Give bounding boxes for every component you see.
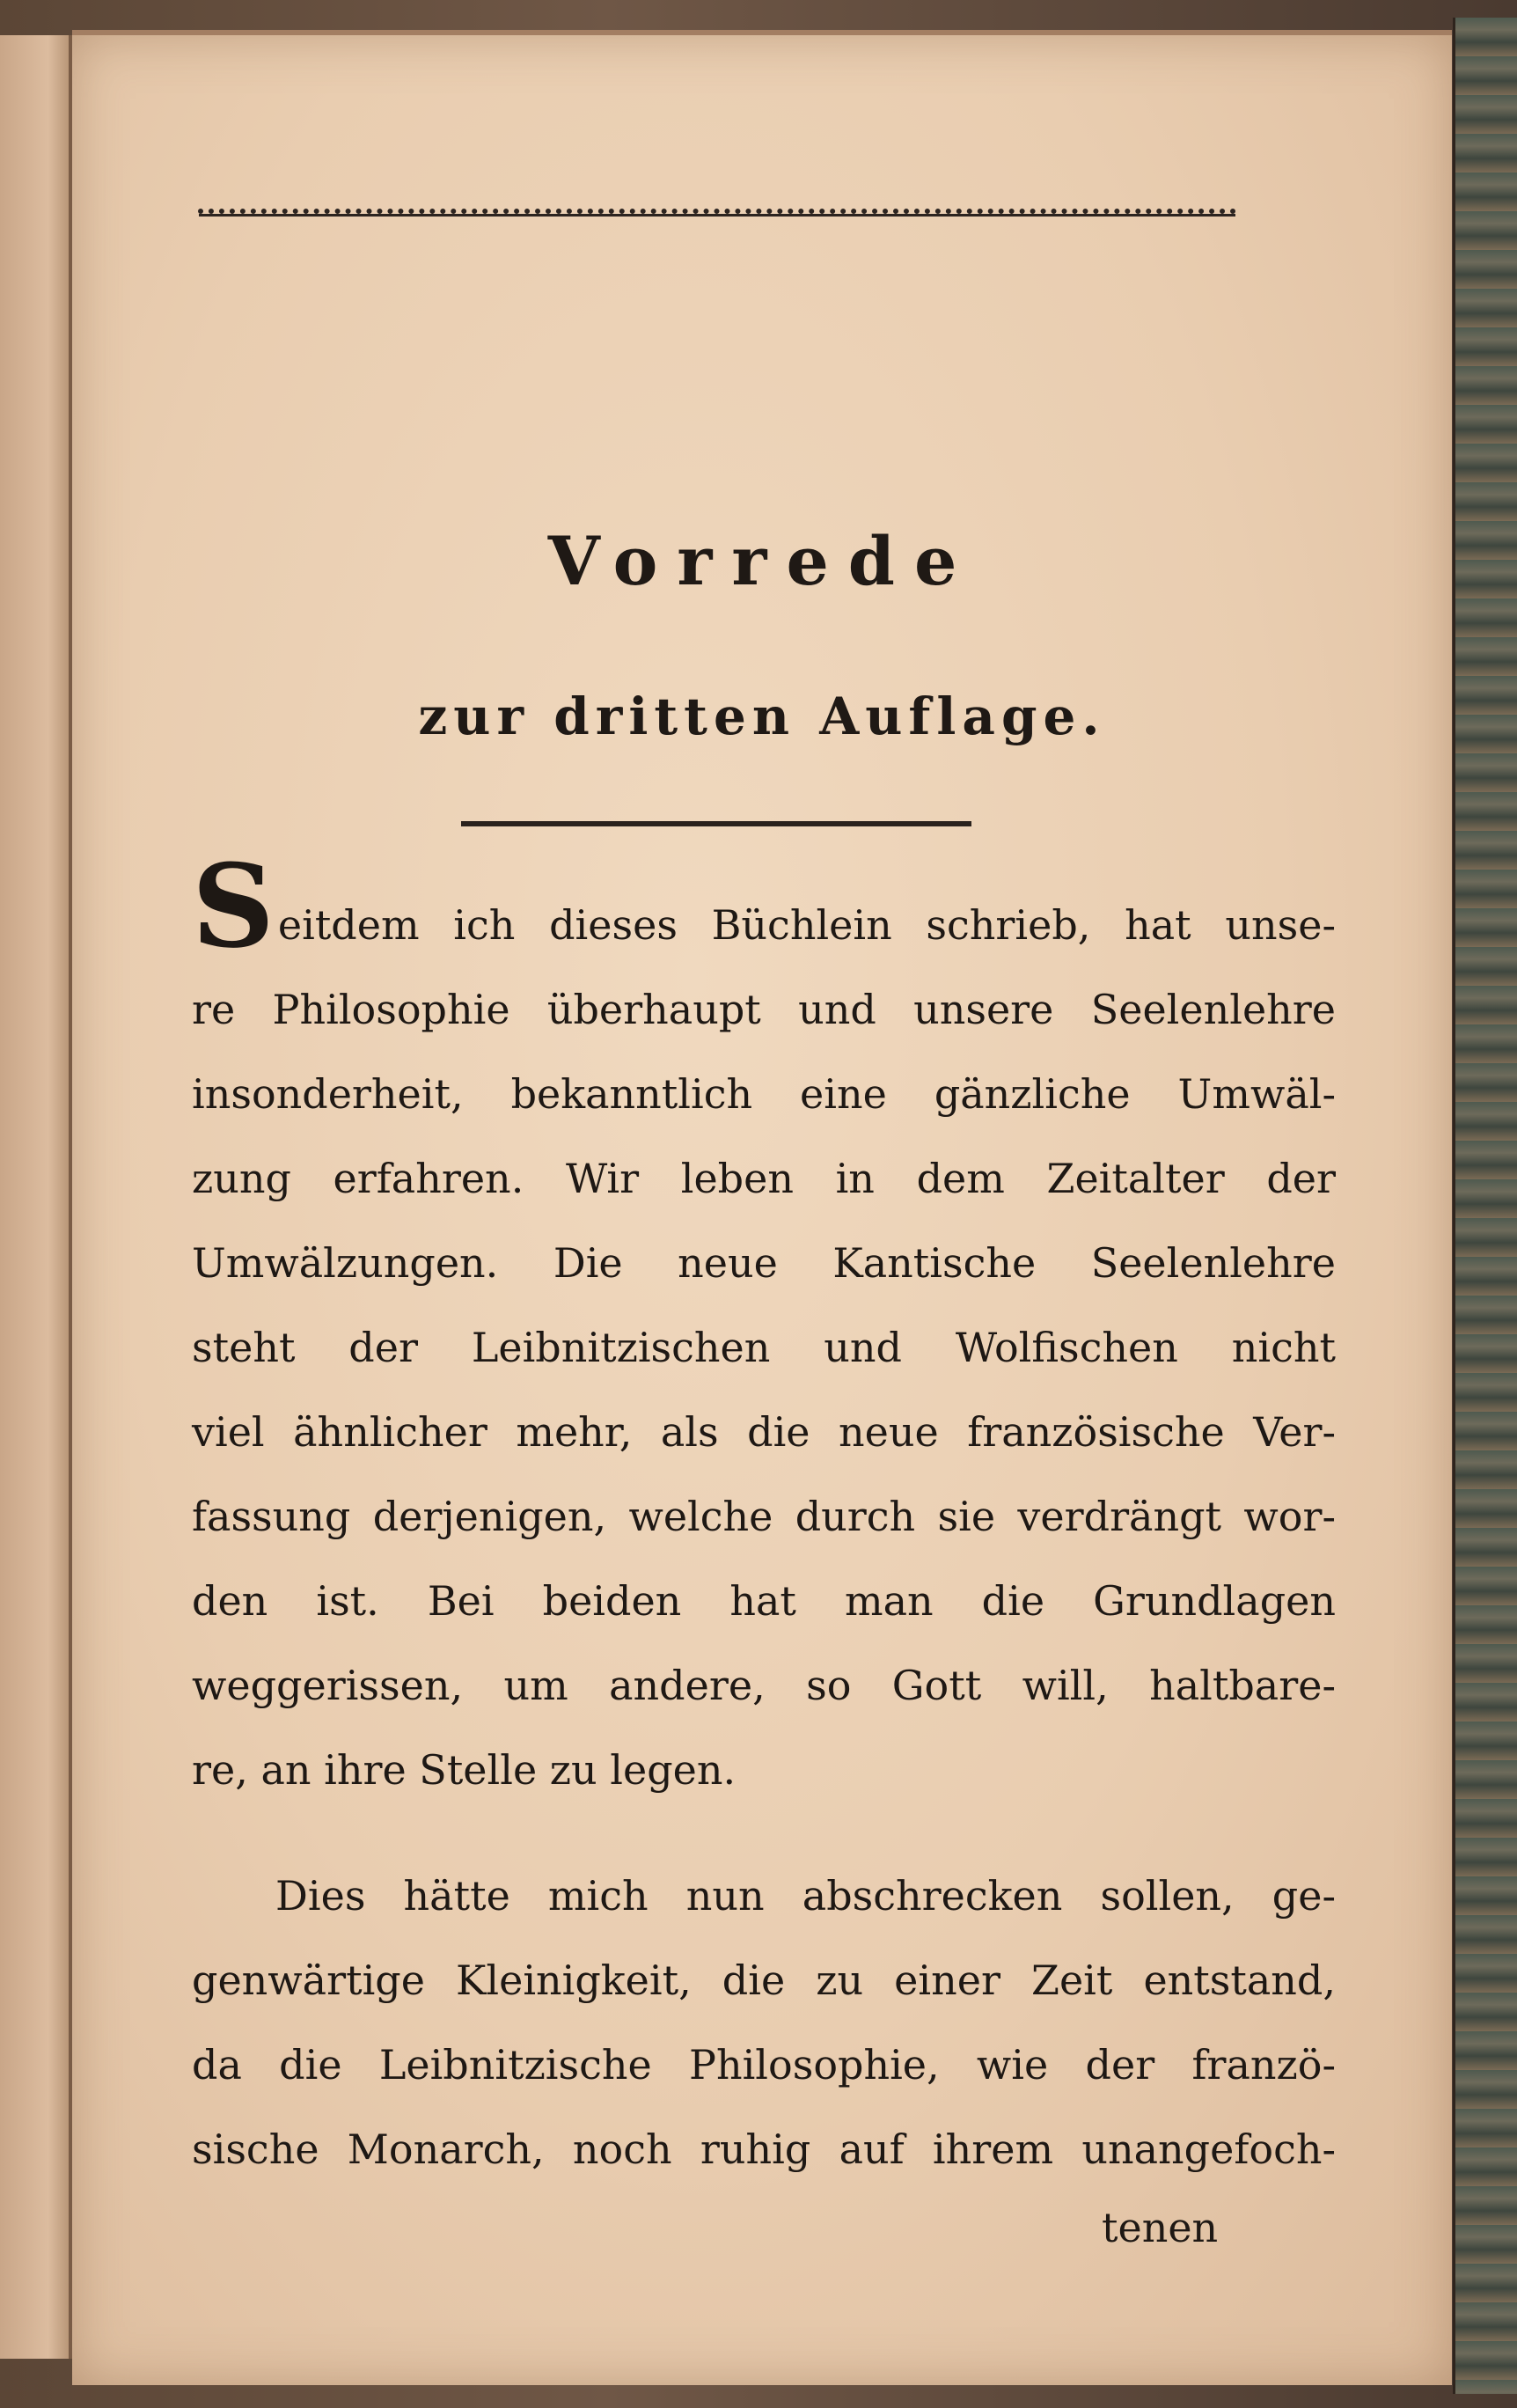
title-divider-rule xyxy=(461,821,971,826)
facing-page-edge xyxy=(0,35,72,2359)
drop-cap-initial: S xyxy=(192,839,275,973)
text-line: Dies hätte mich nun abschrecken sollen, ge- xyxy=(275,1872,1336,1920)
text-line: zung erfahren. Wir leben in dem Zeitalter der xyxy=(192,1155,1336,1202)
book-page xyxy=(72,30,1452,2385)
text-line: viel ähnlicher mehr, als die neue französische Ver- xyxy=(192,1408,1336,1456)
page-title: Vorrede xyxy=(547,522,977,600)
top-ornamental-rule xyxy=(198,209,1236,214)
text-line: weggerissen, um andere, so Gott will, haltbare- xyxy=(192,1662,1336,1709)
text-line: re, an ihre Stelle zu legen. xyxy=(192,1746,737,1794)
text-line: Umwälzungen. Die neue Kantische Seelenlehre xyxy=(192,1239,1336,1287)
paragraph-1 xyxy=(192,839,1336,1812)
text-line: insonderheit, bekanntlich eine gänzliche Umwäl- xyxy=(192,1070,1336,1118)
text-line: fassung derjenigen, welche durch sie verdrängt wor- xyxy=(192,1493,1336,1540)
text-line: Seitdem ich dieses Büchlein schrieb, hat unse- xyxy=(192,839,1336,973)
text-line: da die Leibnitzische Philosophie, wie der franzö- xyxy=(192,2041,1336,2089)
text-line: sische Monarch, noch ruhig auf ihrem unangefoch- xyxy=(192,2125,1336,2173)
catchword: tenen xyxy=(1102,2204,1219,2251)
paragraph-2 xyxy=(192,1854,1336,2191)
text-line: den ist. Bei beiden hat man die Grundlagen xyxy=(192,1577,1336,1625)
page-subtitle: zur dritten Auflage. xyxy=(418,686,1106,746)
text-line: steht der Leibnitzischen und Wolfischen nicht xyxy=(192,1324,1336,1371)
text-line: genwärtige Kleinigkeit, die zu einer Zeit entstand, xyxy=(192,1956,1336,2004)
text-line: re Philosophie überhaupt und unsere Seelenlehre xyxy=(192,986,1336,1033)
book-spine-edge xyxy=(1453,18,1517,2394)
